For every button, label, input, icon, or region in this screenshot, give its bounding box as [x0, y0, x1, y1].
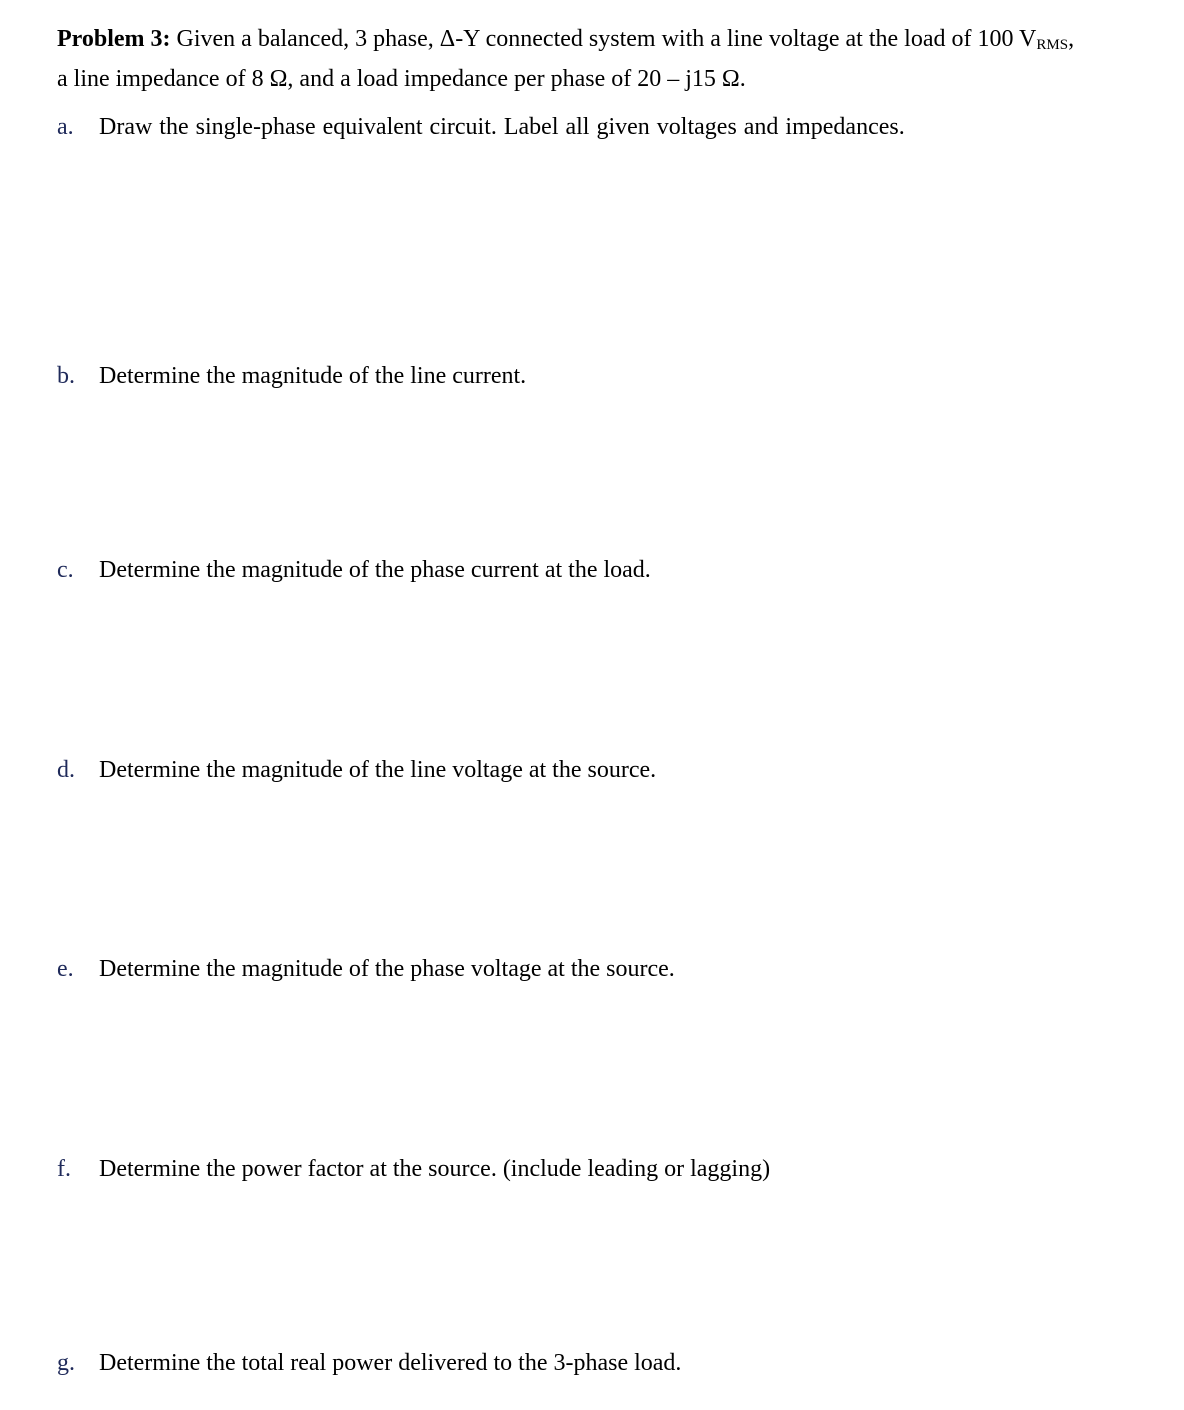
- rms-subscript: RMS: [1036, 37, 1069, 53]
- problem-heading: Problem 3:: [57, 26, 171, 52]
- part-text: Draw the single-phase equivalent circuit. Label all given voltages and impedances.: [99, 114, 905, 140]
- question-part-e: [57, 954, 1147, 984]
- question-part-a: [57, 112, 1147, 142]
- part-letter: g.: [57, 1350, 75, 1376]
- question-part-c: [57, 555, 1147, 585]
- problem-statement: [57, 22, 1147, 96]
- part-letter: e.: [57, 956, 74, 982]
- question-part-g: [57, 1348, 1147, 1378]
- question-part-d: [57, 755, 1147, 785]
- part-text: Determine the magnitude of the line voltage at the source.: [99, 757, 657, 783]
- part-text: Determine the magnitude of the line current.: [99, 363, 527, 389]
- part-text: Determine the magnitude of the phase voltage at the source.: [99, 956, 675, 982]
- part-letter: d.: [57, 757, 75, 783]
- part-text: Determine the power factor at the source. (include leading or lagging): [99, 1156, 771, 1182]
- problem-line2-text: a line impedance of 8 Ω, and a load impedance per phase of 20 – j15 Ω.: [57, 66, 746, 92]
- part-letter: f.: [57, 1156, 71, 1182]
- part-text: Determine the magnitude of the phase current at the load.: [99, 557, 651, 583]
- problem-line1-text: Given a balanced, 3 phase, Δ-Y connected system with a line voltage at the load of 100 V: [170, 26, 1037, 52]
- part-letter: c.: [57, 557, 74, 583]
- problem-line1-end: ,: [1068, 26, 1075, 52]
- question-part-f: [57, 1154, 1147, 1184]
- part-text: Determine the total real power delivered to the 3-phase load.: [99, 1350, 682, 1376]
- part-letter: a.: [57, 114, 74, 140]
- question-part-b: [57, 361, 1147, 391]
- part-letter: b.: [57, 363, 75, 389]
